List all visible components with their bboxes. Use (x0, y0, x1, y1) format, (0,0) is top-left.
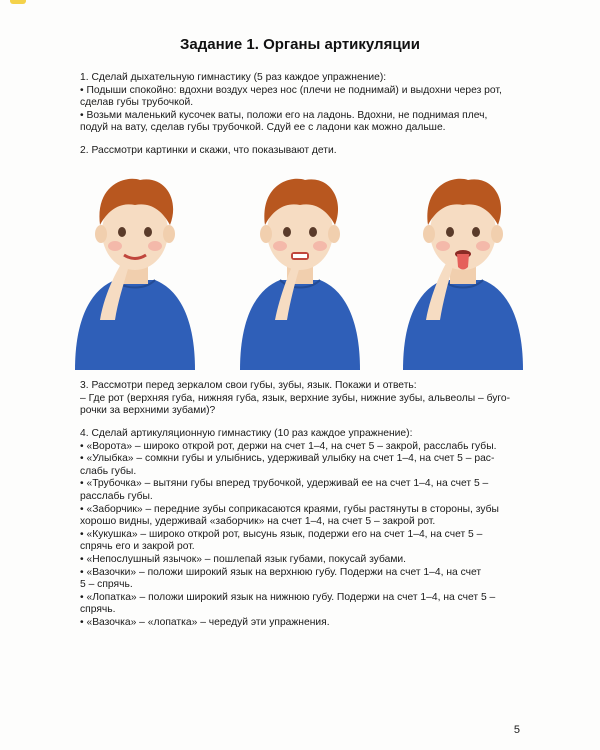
task-4-line: хорошо видны, удерживай «заборчик» на счет 1–4, на счет 5 – закрой рот. (80, 516, 436, 528)
task-1-line: • Возьми маленький кусочек ваты, положи его на ладонь. Вдохни, не поднимая плеч, (80, 109, 488, 121)
task-4-line: • «Улыбка» – сомкни губы и улыбнись, удерживай улыбку на счет 1–4, на счет 5 – рас- (80, 453, 495, 465)
task-3-line: 3. Рассмотри перед зеркалом свои губы, зубы, язык. Покажи и ответь: (80, 380, 417, 391)
task-4-line: • «Заборчик» – передние зубы соприкасаются краями, губы растянуты в стороны, зубы (80, 503, 499, 515)
task-4-line: спрячь. (80, 604, 116, 616)
task-1-line: • Подыши спокойно: вдохни воздух через нос (плечи не поднимай) и выдохни через рот, (80, 84, 502, 96)
task-4-line: • «Вазочка» – «лопатка» – чередуй эти упражнения. (80, 616, 330, 628)
task-1-line: 1. Сделай дыхательную гимнастику (5 раз каждое упражнение): (80, 72, 387, 83)
task-4-line: • «Лопатка» – положи широкий язык на нижнюю губу. Подержи на счет 1–4, на счет 5 – (80, 591, 496, 603)
task-4-line: • «Кукушка» – широко открой рот, высунь язык, подержи его на счет 1–4, на счет 5 – (80, 528, 483, 540)
task-3-line: – Где рот (верхняя губа, нижняя губа, язык, верхние зубы, нижние зубы, альвеолы – буго- (80, 392, 511, 404)
task-4-line: спрячь его и закрой рот. (80, 541, 195, 553)
corner-tab (10, 0, 26, 4)
task-3-line: рочки за верхними зубами)? (80, 405, 216, 417)
task-4-line: • «Ворота» – широко открой рот, держи на счет 1–4, на счет 5 – закрой, расслабь губы. (80, 440, 497, 452)
illustrations (0, 170, 600, 370)
task-4-line: расслабь губы. (80, 490, 153, 502)
task-2 (80, 145, 528, 158)
task-4-line: • «Трубочка» – вытяни губы вперед трубочкой, удерживай ее на счет 1–4, на счет 5 – (80, 478, 489, 490)
task-4-line: 4. Сделай артикуляционную гимнастику (10 раз каждое упражнение): (80, 428, 413, 439)
boy-illustration-tongue (398, 170, 528, 370)
task-1-line: подуй на вату, сделав губы трубочкой. Сдуй ее с ладони как можно дальше. (80, 122, 446, 134)
task-3 (80, 380, 528, 418)
task-4-line: 5 – спрячь. (80, 579, 133, 591)
task-4-line: • «Вазочки» – положи широкий язык на верхнюю губу. Подержи на счет 1–4, на счет (80, 566, 482, 578)
boy-illustration-teeth (235, 170, 365, 370)
task-4-line: • «Непослушный язычок» – пошлепай язык губами, покусай зубами. (80, 553, 407, 565)
task-2-line: 2. Рассмотри картинки и скажи, что показывают дети. (80, 145, 337, 156)
task-1 (80, 72, 528, 135)
page-title: Задание 1. Органы артикуляции (180, 36, 420, 53)
page-number: 5 (513, 724, 520, 736)
boy-illustration-smile (70, 170, 200, 370)
task-4 (80, 428, 528, 630)
task-1-line: сделав губы трубочкой. (80, 97, 194, 109)
task-4-line: слабь губы. (80, 465, 137, 477)
